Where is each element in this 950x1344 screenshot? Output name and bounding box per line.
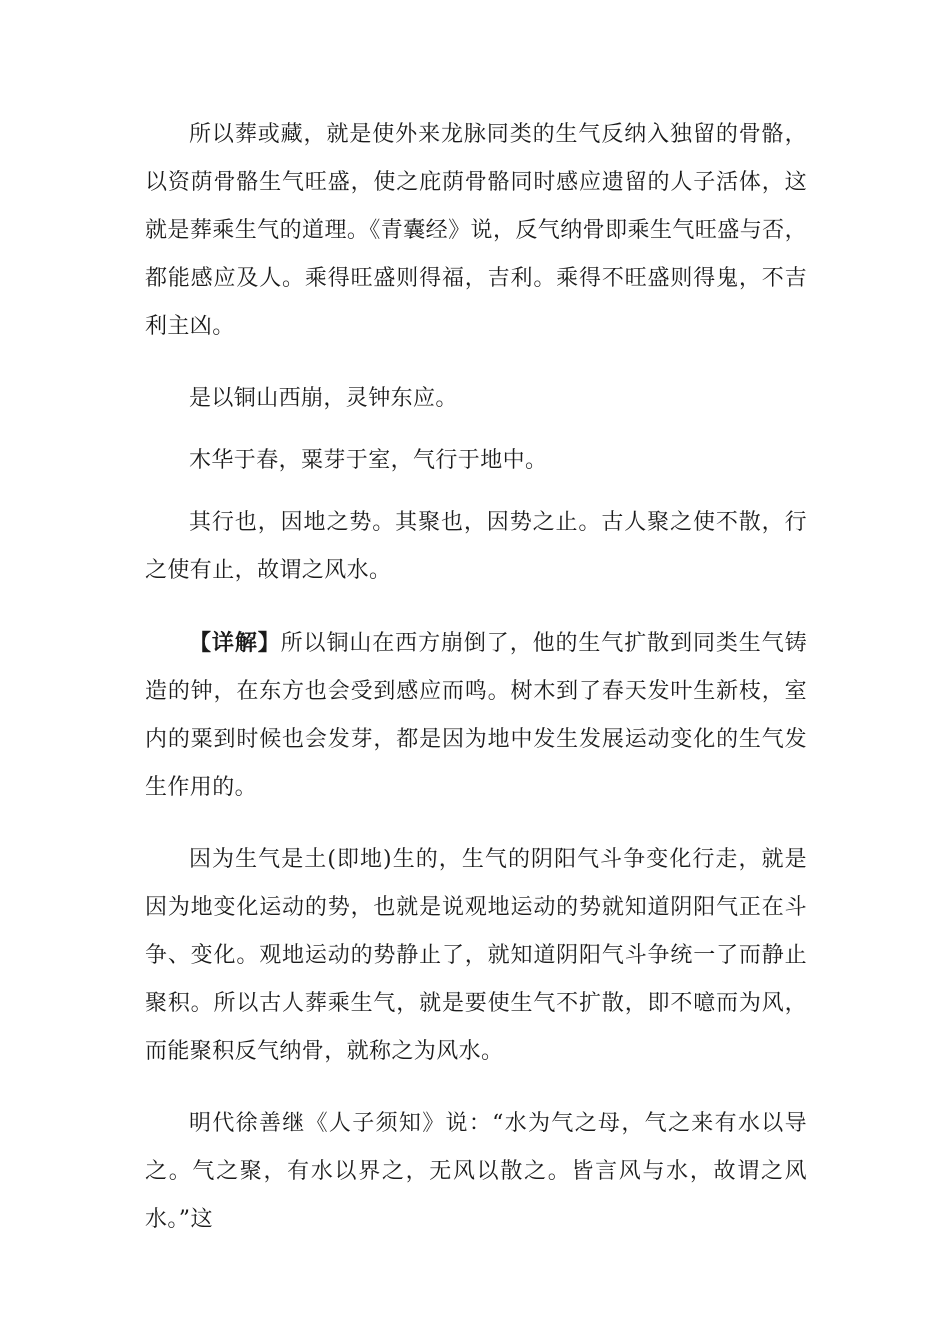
- detail-tag: 【详解】: [189, 630, 281, 656]
- paragraph-burial-qi: 所以葬或藏，就是使外来龙脉同类的生气反纳入独留的骨骼，以资荫骨骼生气旺盛，使之庇荫骨骼同时感应遗留的人子活体，这就是葬乘生气的道理。《青囊经》说，反气纳骨即乘生气旺盛与否，都能感应及人。乘得旺盛则得福，吉利。乘得不旺盛则得鬼，不吉利主凶。: [145, 122, 807, 339]
- document-body: [145, 111, 807, 1268]
- detail-text: 所以铜山在西方崩倒了，他的生气扩散到同类生气铸造的钟，在东方也会受到感应而鸣。树木到了春天发叶生新枝，室内的粟到时候也会发芽，都是因为地中发生发展运动变化的生气发生作用的。: [145, 631, 808, 800]
- paragraph-detail: [145, 619, 807, 812]
- paragraph-copper-mountain: 是以铜山西崩，灵钟东应。: [189, 386, 458, 411]
- paragraph-feng-shui-definition: 其行也，因地之势。其聚也，因势之止。古人聚之使不散，行之使有止，故谓之风水。: [145, 510, 807, 583]
- paragraph-trees-spring: 木华于春，粟芽于室，气行于地中。: [189, 448, 548, 473]
- paragraph-earth-qi: 因为生气是土(即地)生的，生气的阴阳气斗争变化行走，就是因为地变化运动的势，也就是说观地运动的势就知道阴阳气正在斗争、变化。观地运动的势静止了，就知道阴阳气斗争统一了而静止聚积。所以古人葬乘生气，就是要使生气不扩散，即不噫而为风，而能聚积反气纳骨，就称之为风水。: [145, 847, 807, 1064]
- paragraph-ming-dynasty-quote: 明代徐善继《人子须知》说：“水为气之母，气之来有水以导之。气之聚，有水以界之，无风以散之。皆言风与水，故谓之风水。”这: [145, 1111, 807, 1232]
